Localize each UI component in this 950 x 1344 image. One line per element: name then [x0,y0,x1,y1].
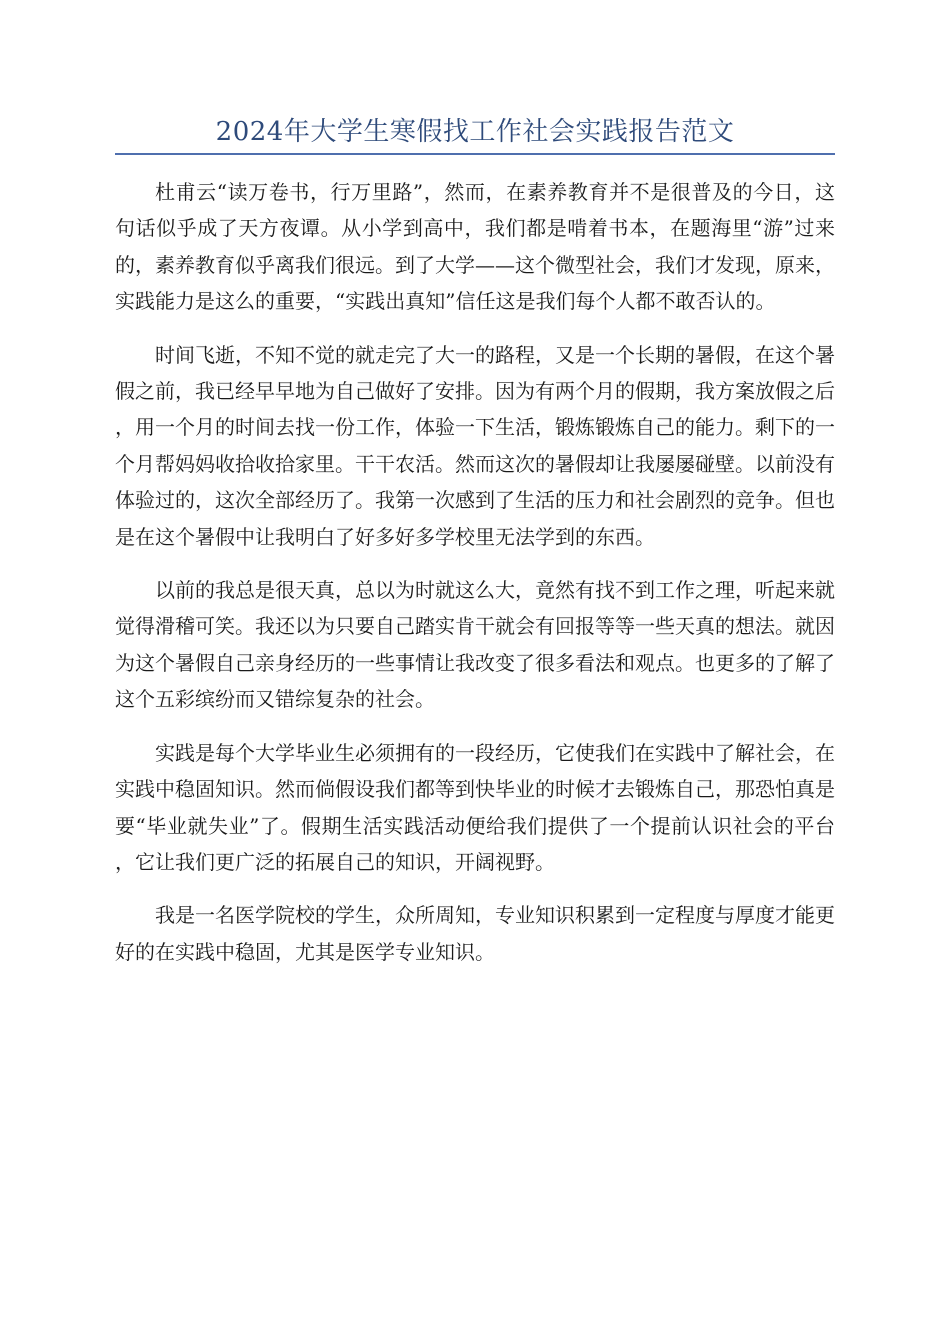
document-body [115,174,835,987]
paragraph-3: 以前的我总是很天真，总以为时就这么大，竟然有找不到工作之理，听起来就觉得滑稽可笑。我还以为只要自己踏实肯干就会有回报等等一些天真的想法。就因为这个暑假自己亲身经历的一些事情让我改变了很多看法和观点。也更多的了解了这个五彩缤纷而又错综复杂的社会。 [115,578,835,712]
title-underline [115,153,835,155]
document-title: 2024年大学生寒假找工作社会实践报告范文 [215,117,735,147]
paragraph-5: 我是一名医学院校的学生，众所周知，专业知识积累到一定程度与厚度才能更好的在实践中稳固，尤其是医学专业知识。 [115,903,835,964]
paragraph-4: 实践是每个大学毕业生必须拥有的一段经历，它使我们在实践中了解社会，在实践中稳固知识。然而倘假设我们都等到快毕业的时候才去锻炼自己，那恐怕真是要“毕业就失业”了。假期生活实践活动便给我们提供了一个提前认识社会的平台，它让我们更广泛的拓展自己的知识，开阔视野。 [115,740,835,874]
paragraph-1: 杜甫云“读万卷书，行万里路”，然而，在素养教育并不是很普及的今日，这句话似乎成了天方夜谭。从小学到高中，我们都是啃着书本，在题海里“游”过来的，素养教育似乎离我们很远。到了大学——这个微型社会，我们才发现，原来，实践能力是这么的重要，“实践出真知”信任这是我们每个人都不敢否认的。 [115,180,835,314]
paragraph-2: 时间飞逝，不知不觉的就走完了大一的路程，又是一个长期的暑假，在这个暑假之前，我已经早早地为自己做好了安排。因为有两个月的假期，我方案放假之后，用一个月的时间去找一份工作，体验一下生活，锻炼锻炼自己的能力。剩下的一个月帮妈妈收拾收拾家里。干干农活。然而这次的暑假却让我屡屡碰壁。以前没有体验过的，这次全部经历了。我第一次感到了生活的压力和社会剧烈的竞争。但也是在这个暑假中让我明白了好多好多学校里无法学到的东西。 [115,342,835,549]
